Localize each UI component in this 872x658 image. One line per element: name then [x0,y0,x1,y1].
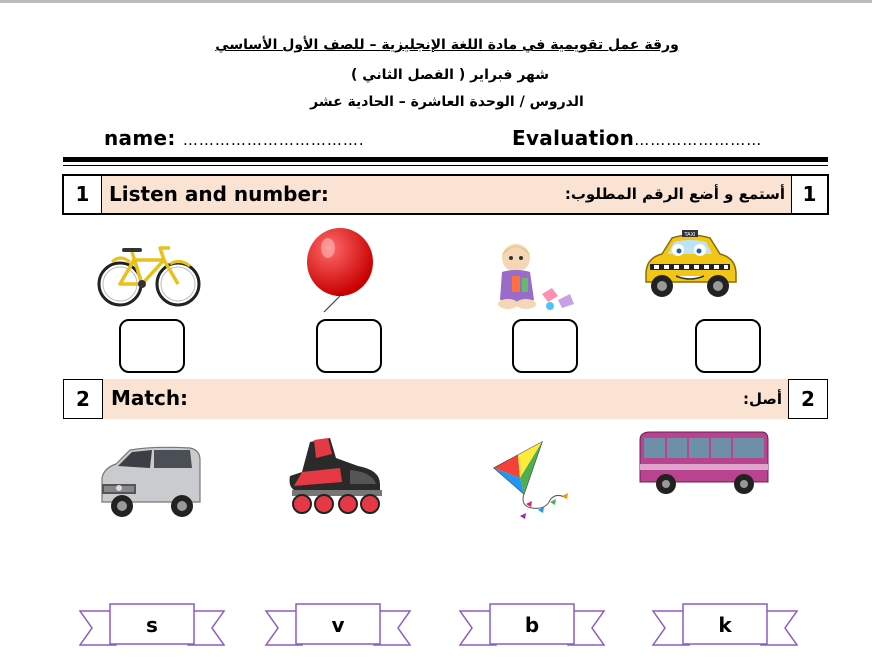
section-1-title-ar: أستمع و أضع الرقم المطلوب: [564,185,785,203]
evaluation-field[interactable] [512,126,762,150]
letter-k: k [718,613,732,637]
name-field[interactable] [104,126,365,150]
section-1-number-right: 1 [791,176,827,213]
header-divider [63,157,828,162]
section-2-number-left: 2 [63,379,103,419]
van-icon [94,444,206,524]
worksheet-units: الدروس / الوحدة العاشرة – الحادية عشر [310,94,584,110]
balloon-icon [302,226,378,314]
letter-ribbon-2[interactable] [264,603,412,651]
answer-box-doll[interactable] [512,319,578,373]
top-border [0,0,872,3]
answer-box-taxi[interactable] [695,319,761,373]
letter-s: s [146,613,158,637]
bus-icon [636,426,772,498]
letter-ribbon-4[interactable] [651,603,799,651]
worksheet-title: ورقة عمل تقويمية في مادة اللغة الإنجليزية – للصف الأول الأساسي [215,37,679,53]
doll-icon [494,238,578,314]
answer-box-balloon[interactable] [316,319,382,373]
section-2-title-ar: أصل: [742,390,782,408]
letter-ribbon-3[interactable] [458,603,606,651]
letter-v: v [331,613,345,637]
section-2-title-en: Match: [111,386,189,410]
section-2-number-right: 2 [788,379,828,419]
svg-text:TAXI: TAXI [684,232,696,238]
section-1-number-left: 1 [64,176,102,213]
answer-box-bicycle[interactable] [119,319,185,373]
section-2-bar [63,379,828,419]
letter-ribbon-1[interactable] [78,603,226,651]
header-divider-thin [63,165,828,166]
taxi-icon [640,228,740,300]
name-label: name: [104,126,176,150]
letter-b: b [524,613,540,637]
evaluation-dots: …………………… [634,131,763,149]
section-1-title-en: Listen and number: [109,182,329,206]
section-1-bar [62,174,829,215]
kite-icon [490,438,576,526]
evaluation-label: Evaluation [512,126,635,150]
name-dots: ……………………………. [182,131,365,149]
roller-skate-icon [280,436,392,518]
bicycle-icon [94,240,204,308]
worksheet-month: شهر فبراير ( الفصل الثاني ) [350,67,550,83]
